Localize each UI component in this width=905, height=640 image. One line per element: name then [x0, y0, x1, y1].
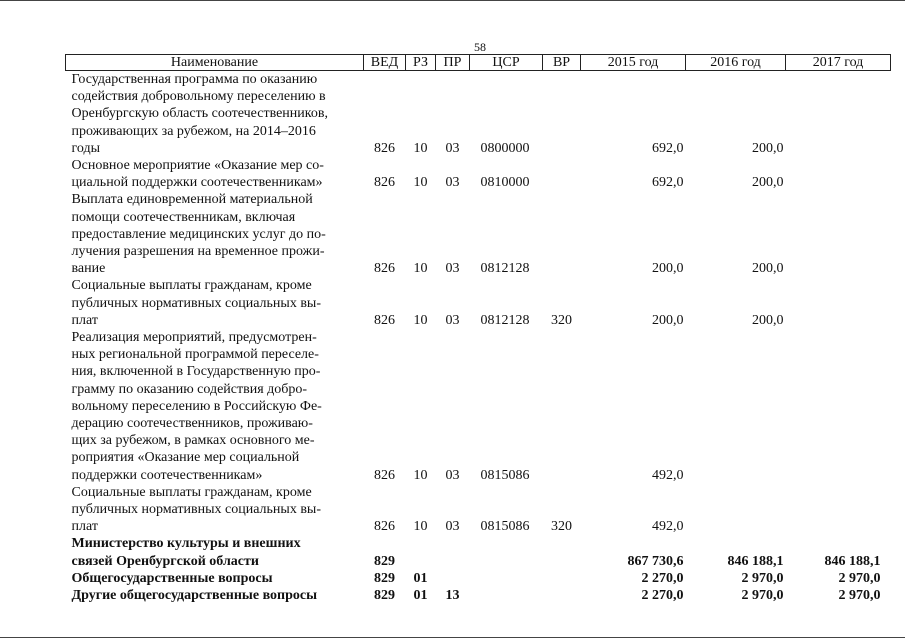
row-name: [66, 587, 364, 604]
row-name-line: содействия добровольному переселению в: [71, 89, 326, 105]
cell-y2016: 2 970,0: [741, 570, 784, 586]
table-row: [66, 157, 891, 191]
header-pr: ПР: [436, 55, 470, 71]
cell-rz: 10: [413, 519, 428, 535]
cell-vr: [543, 535, 581, 569]
cell-y2017: [786, 191, 891, 277]
row-name-line: плат: [71, 519, 98, 535]
cell-pr: [436, 535, 470, 569]
cell-y2015: 492,0: [652, 467, 684, 483]
cell-rz: 10: [413, 312, 428, 328]
cell-y2015: 492,0: [652, 519, 684, 535]
table-row: [66, 277, 891, 329]
table-row: [66, 71, 891, 158]
cell-y2015: 200,0: [652, 261, 684, 277]
cell-ved: 826: [374, 140, 395, 156]
cell-rz: 01: [413, 570, 428, 586]
row-name-line: вольному переселению в Российскую Фе-: [71, 398, 322, 414]
cell-rz: 10: [413, 261, 428, 277]
cell-csr: [470, 535, 543, 569]
cell-ved: 829: [374, 588, 395, 604]
cell-csr: 0815086: [480, 519, 530, 535]
table-row: [66, 570, 891, 587]
cell-pr: 03: [445, 175, 460, 191]
cell-y2017: [786, 71, 891, 158]
row-name-line: Основное мероприятие «Оказание мер со-: [71, 158, 324, 174]
cell-csr: [470, 570, 543, 587]
header-name: Наименование: [66, 55, 364, 71]
row-name-line: плат: [71, 312, 98, 328]
row-name-line: публичных нормативных социальных вы-: [71, 502, 321, 518]
cell-rz: 01: [413, 588, 428, 604]
cell-pr: 03: [445, 140, 460, 156]
table-row: [66, 484, 891, 536]
row-name-line: Реализация мероприятий, предусмотрен-: [71, 330, 317, 346]
cell-ved: 826: [374, 175, 395, 191]
cell-pr: 03: [445, 519, 460, 535]
cell-csr: [470, 587, 543, 604]
row-name-line: публичных нормативных социальных вы-: [71, 295, 321, 311]
cell-rz: 10: [413, 175, 428, 191]
cell-y2017: [786, 157, 891, 191]
cell-y2017: [786, 329, 891, 484]
cell-vr: 320: [551, 312, 572, 328]
cell-y2015: 2 270,0: [641, 570, 684, 586]
cell-y2015: 2 270,0: [641, 588, 684, 604]
cell-y2015: 692,0: [652, 175, 684, 191]
row-name-line: Общегосударственные вопросы: [71, 570, 273, 586]
row-name-line: щих за рубежом, в рамках основного ме-: [71, 433, 315, 449]
cell-vr: [543, 587, 581, 604]
page-number: 58: [474, 40, 486, 54]
cell-y2017: [786, 484, 891, 536]
budget-table: [65, 54, 891, 604]
row-name-line: связей Оренбургской области: [71, 553, 259, 569]
cell-ved: 826: [374, 467, 395, 483]
cell-pr: 03: [445, 261, 460, 277]
row-name-line: вание: [71, 261, 106, 277]
row-name-line: Другие общегосударственные вопросы: [71, 588, 318, 604]
table-row: [66, 587, 891, 604]
row-name: [66, 277, 364, 329]
row-name-line: циальной поддержки соотечественникам»: [71, 175, 323, 191]
header-2017: 2017 год: [786, 55, 891, 71]
cell-y2015: 867 730,6: [627, 553, 684, 569]
cell-y2017: 846 188,1: [824, 553, 881, 569]
cell-ved: 826: [374, 312, 395, 328]
row-name-line: Оренбургскую область соотечественников,: [71, 106, 328, 122]
header-vr: ВР: [543, 55, 581, 71]
row-name-line: Министерство культуры и внешних: [71, 536, 301, 552]
header-ved: ВЕД: [364, 55, 406, 71]
header-2015: 2015 год: [581, 55, 686, 71]
cell-vr: [543, 157, 581, 191]
header-2016: 2016 год: [686, 55, 786, 71]
cell-y2016: [686, 484, 786, 536]
cell-y2016: 2 970,0: [741, 588, 784, 604]
cell-pr: 13: [445, 588, 460, 604]
table-row: [66, 329, 891, 484]
row-name: [66, 329, 364, 484]
row-name: [66, 191, 364, 277]
row-name-line: поддержки соотечественникам»: [71, 467, 263, 483]
cell-pr: [436, 570, 470, 587]
cell-y2016: 200,0: [752, 175, 784, 191]
row-name-line: проживающих за рубежом, на 2014–2016: [71, 123, 316, 139]
budget-table-sheet: [65, 54, 890, 604]
cell-y2015: 692,0: [652, 140, 684, 156]
row-name: [66, 71, 364, 158]
table-row: [66, 191, 891, 277]
cell-csr: 0800000: [480, 140, 530, 156]
table-body: [66, 71, 891, 605]
row-name-line: Выплата единовременной материальной: [71, 192, 313, 208]
cell-csr: 0812128: [480, 312, 530, 328]
row-name: [66, 570, 364, 587]
cell-y2017: 2 970,0: [838, 570, 881, 586]
cell-y2016: [686, 329, 786, 484]
cell-pr: 03: [445, 312, 460, 328]
row-name-line: ных региональной программой переселе-: [71, 347, 319, 363]
row-name-line: дерацию соотечественников, проживаю-: [71, 416, 313, 432]
cell-y2015: 200,0: [652, 312, 684, 328]
cell-y2016: 200,0: [752, 261, 784, 277]
cell-y2016: 846 188,1: [727, 553, 784, 569]
row-name-line: помощи соотечественникам, включая: [71, 209, 296, 225]
cell-csr: 0815086: [480, 467, 530, 483]
row-name-line: предоставление медицинских услуг до по-: [71, 226, 326, 242]
header-rz: РЗ: [406, 55, 436, 71]
row-name: [66, 157, 364, 191]
cell-vr: [543, 191, 581, 277]
cell-pr: 03: [445, 467, 460, 483]
row-name-line: роприятия «Оказание мер социальной: [71, 450, 300, 466]
cell-ved: 829: [374, 570, 395, 586]
row-name: [66, 484, 364, 536]
cell-vr: 320: [551, 519, 572, 535]
row-name-line: Государственная программа по оказанию: [71, 72, 318, 87]
row-name-line: Социальные выплаты гражданам, кроме: [71, 278, 312, 294]
table-row: [66, 535, 891, 569]
cell-y2016: 200,0: [752, 140, 784, 156]
row-name-line: ния, включенной в Государственную про-: [71, 364, 321, 380]
cell-vr: [543, 71, 581, 158]
cell-csr: 0812128: [480, 261, 530, 277]
row-name-line: Социальные выплаты гражданам, кроме: [71, 484, 312, 500]
cell-y2016: 200,0: [752, 312, 784, 328]
bottom-edge-line: [0, 637, 905, 638]
cell-rz: [406, 535, 436, 569]
cell-ved: 826: [374, 261, 395, 277]
header-csr: ЦСР: [470, 55, 543, 71]
cell-ved: 826: [374, 519, 395, 535]
cell-rz: 10: [413, 467, 428, 483]
cell-csr: 0810000: [480, 175, 530, 191]
cell-y2017: 2 970,0: [838, 588, 881, 604]
row-name-line: годы: [71, 140, 101, 156]
top-edge-line: [0, 0, 905, 1]
table-header-row: [66, 55, 891, 71]
cell-ved: 829: [374, 553, 395, 569]
row-name-line: лучения разрешения на временное прожи-: [71, 244, 325, 260]
row-name-line: грамму по оказанию содействия добро-: [71, 381, 308, 397]
cell-vr: [543, 570, 581, 587]
row-name: [66, 535, 364, 569]
cell-vr: [543, 329, 581, 484]
cell-y2017: [786, 277, 891, 329]
cell-rz: 10: [413, 140, 428, 156]
